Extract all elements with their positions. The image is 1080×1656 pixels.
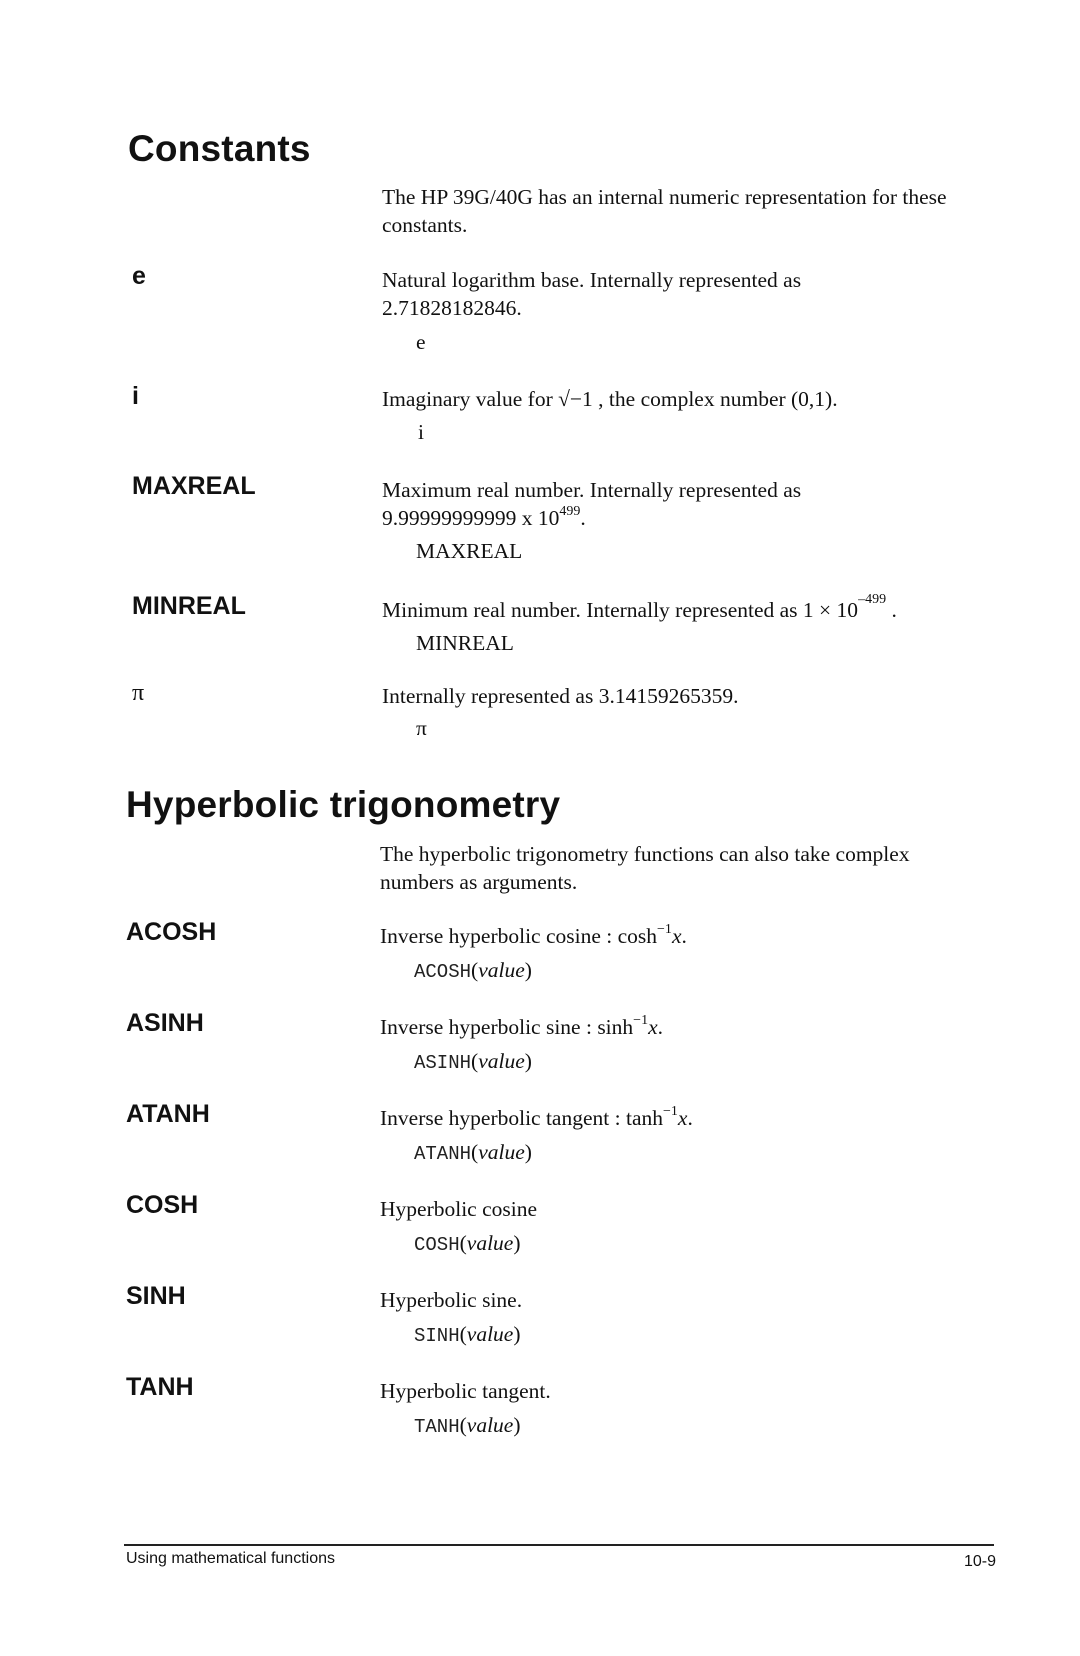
paren: ) <box>513 1322 521 1346</box>
syntax-function: ACOSH <box>414 961 472 983</box>
constant-label-i: i <box>132 382 139 410</box>
function-label-acosh: ACOSH <box>126 918 217 946</box>
syntax-argument: value <box>478 1140 525 1164</box>
paren: ) <box>513 1231 521 1255</box>
paren: ( <box>459 1231 467 1255</box>
constant-desc-pi: Internally represented as 3.14159265359. <box>382 684 739 708</box>
constant-label-minreal: MINREAL <box>132 592 246 620</box>
section-title-hyperbolic: Hyperbolic trigonometry <box>126 784 561 825</box>
footer-divider <box>124 1544 994 1546</box>
function-syntax-asinh <box>414 1049 532 1074</box>
constant-desc-maxreal <box>382 476 801 532</box>
exponent: −1 <box>633 1012 649 1028</box>
paren: ( <box>459 1413 467 1437</box>
constant-syntax-maxreal: MAXREAL <box>416 539 523 563</box>
hyperbolic-intro: The hyperbolic trigonometry functions can also take complex numbers as arguments. <box>380 842 910 894</box>
function-label-sinh: SINH <box>126 1282 186 1310</box>
syntax-argument: value <box>478 1049 525 1073</box>
desc-end: . <box>657 1015 663 1039</box>
function-label-cosh: COSH <box>126 1191 199 1219</box>
constant-syntax-minreal: MINREAL <box>416 631 514 655</box>
syntax-function: ATANH <box>414 1143 472 1165</box>
function-syntax-tanh <box>414 1413 521 1438</box>
paren: ) <box>524 958 532 982</box>
desc-text: Inverse hyperbolic tangent : tanh <box>380 1106 663 1130</box>
desc-end: . <box>681 924 687 948</box>
syntax-function: COSH <box>414 1234 460 1256</box>
function-syntax-acosh <box>414 958 532 983</box>
desc-end: . <box>580 506 586 530</box>
function-desc-acosh <box>380 922 687 950</box>
paren: ( <box>471 1140 479 1164</box>
paren: ) <box>513 1413 521 1437</box>
syntax-function: TANH <box>414 1416 460 1438</box>
footer-page-number: 10-9 <box>963 1553 996 1570</box>
function-desc-asinh <box>380 1013 663 1041</box>
variable: x <box>677 1106 688 1130</box>
constant-label-e: e <box>132 262 146 290</box>
syntax-argument: value <box>466 1322 514 1346</box>
variable: x <box>648 1015 658 1039</box>
function-label-asinh: ASINH <box>126 1009 204 1037</box>
paren: ( <box>471 1049 479 1073</box>
constant-syntax-pi: π <box>416 716 427 740</box>
exponent: –499 <box>858 591 887 607</box>
exponent: −1 <box>657 921 672 937</box>
function-desc-sinh: Hyperbolic sine. <box>380 1288 523 1312</box>
sqrt-minus-one: √−1 <box>558 387 593 411</box>
syntax-argument: value <box>466 1413 514 1437</box>
constant-label-maxreal: MAXREAL <box>132 472 256 500</box>
syntax-argument: value <box>478 958 525 982</box>
function-label-atanh: ATANH <box>126 1100 210 1128</box>
function-desc-tanh: Hyperbolic tangent. <box>380 1379 551 1403</box>
function-desc-cosh: Hyperbolic cosine <box>380 1197 538 1221</box>
constant-desc-e <box>382 266 801 322</box>
function-label-tanh: TANH <box>126 1373 194 1401</box>
constant-desc-minreal <box>382 591 897 624</box>
desc-text: , the complex number (0,1). <box>592 387 838 411</box>
section-title-constants: Constants <box>128 128 311 169</box>
desc-end: . <box>886 598 897 622</box>
desc-line: 2.71828182846. <box>382 296 522 320</box>
exponent: 499 <box>559 503 581 519</box>
function-syntax-sinh <box>414 1322 521 1347</box>
paren: ( <box>471 958 479 982</box>
variable: x <box>671 924 682 948</box>
paren: ( <box>459 1322 467 1346</box>
function-syntax-atanh <box>414 1140 532 1165</box>
paren: ) <box>524 1049 532 1073</box>
syntax-argument: value <box>466 1231 514 1255</box>
exponent: −1 <box>663 1103 678 1119</box>
paren: ) <box>524 1140 532 1164</box>
desc-text: Minimum real number. Internally represented as <box>382 598 803 622</box>
desc-line: Maximum real number. Internally represented as <box>382 478 802 502</box>
constants-intro: The HP 39G/40G has an internal numeric representation for these constants. <box>382 185 947 237</box>
desc-text: Imaginary value for <box>382 387 559 411</box>
function-syntax-cosh <box>414 1231 521 1256</box>
constant-syntax-e: e <box>416 330 426 354</box>
footer-chapter-title: Using mathematical functions <box>126 1550 335 1567</box>
constant-label-pi: π <box>132 680 145 706</box>
desc-base: 9.99999999999 x 10 <box>382 506 560 530</box>
function-desc-atanh <box>380 1104 693 1132</box>
desc-end: . <box>687 1106 693 1130</box>
constant-desc-i <box>382 385 838 413</box>
syntax-function: SINH <box>414 1325 460 1347</box>
constant-syntax-i: i <box>418 420 424 444</box>
desc-math: 1 × 10 <box>802 598 859 622</box>
desc-text: Inverse hyperbolic cosine : cosh <box>380 924 658 948</box>
syntax-function: ASINH <box>414 1052 472 1074</box>
desc-line: Natural logarithm base. Internally represented as <box>382 268 802 292</box>
desc-text: Inverse hyperbolic sine : sinh <box>380 1015 634 1039</box>
